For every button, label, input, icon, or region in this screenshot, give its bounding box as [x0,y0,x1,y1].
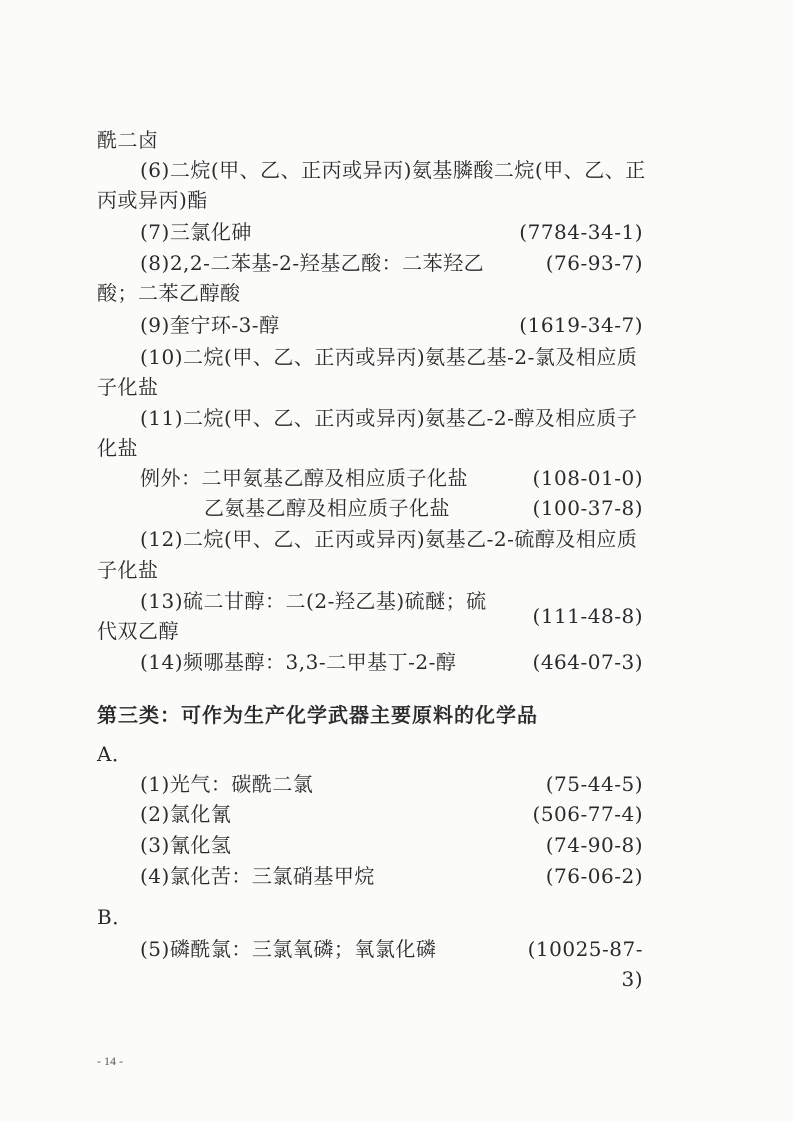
text-line: 子化盐 [97,375,159,399]
text-line: 化盐 [97,436,138,460]
exception-2-cas: (100-37-8) [532,496,643,520]
b-item-5-cas-line1: (10025-87- [527,937,643,961]
group-a-label: A． [97,742,133,766]
item-9-cas: (1619-34-7) [519,313,643,337]
b-item-5-name: (5)磷酰氯：三氯氧磷；氧氯化磷 [140,937,437,961]
a-item-1-name: (1)光气：碳酰二氯 [140,772,314,796]
text-line: 丙或异丙)酯 [97,188,208,212]
item-8-cas: (76-93-7) [545,251,643,275]
item-13-name: (13)硫二甘醇：二(2-羟乙基)硫醚；硫 [140,589,487,613]
item-13-cas: (111-48-8) [532,604,643,628]
text-line: 代双乙醇 [97,619,179,643]
a-item-3-name: (3)氰化氢 [140,833,232,857]
exception-2-name: 乙氨基乙醇及相应质子化盐 [204,496,450,520]
text-line: 酰二卤 [97,128,159,152]
text-line: 酸；二苯乙醇酸 [97,281,241,305]
b-item-5-cas-line2: 3) [621,967,643,991]
item-7-name: (7)三氯化砷 [140,220,252,244]
item-14-cas: (464-07-3) [532,650,643,674]
item-12-name: (12)二烷(甲、乙、正丙或异丙)氨基乙-2-硫醇及相应质 [140,527,638,551]
exception-1-cas: (108-01-0) [532,466,643,490]
group-b-label: B． [97,905,133,929]
a-item-4-name: (4)氯化苦：三氯硝基甲烷 [140,864,375,888]
item-9-name: (9)奎宁环-3-醇 [140,313,280,337]
a-item-1-cas: (75-44-5) [545,772,643,796]
item-10-name: (10)二烷(甲、乙、正丙或异丙)氨基乙基-2-氯及相应质 [140,345,638,369]
a-item-3-cas: (74-90-8) [545,833,643,857]
a-item-4-cas: (76-06-2) [545,864,643,888]
text-line: 子化盐 [97,558,159,582]
item-7-cas: (7784-34-1) [519,220,643,244]
item-11-name: (11)二烷(甲、乙、正丙或异丙)氨基乙-2-醇及相应质子 [140,406,638,430]
text-line: (6)二烷(甲、乙、正丙或异丙)氨基膦酸二烷(甲、乙、正 [140,158,646,182]
page-number: - 14 - [97,1054,123,1068]
a-item-2-name: (2)氯化氰 [140,802,232,826]
item-14-name: (14)频哪基醇：3,3-二甲基丁-2-醇 [140,650,457,674]
exception-1-name: 例外：二甲氨基乙醇及相应质子化盐 [140,466,468,490]
section-heading: 第三类：可作为生产化学武器主要原料的化学品 [97,703,538,727]
a-item-2-cas: (506-77-4) [532,802,643,826]
item-8-name: (8)2,2-二苯基-2-羟基乙酸：二苯羟乙 [140,251,485,275]
